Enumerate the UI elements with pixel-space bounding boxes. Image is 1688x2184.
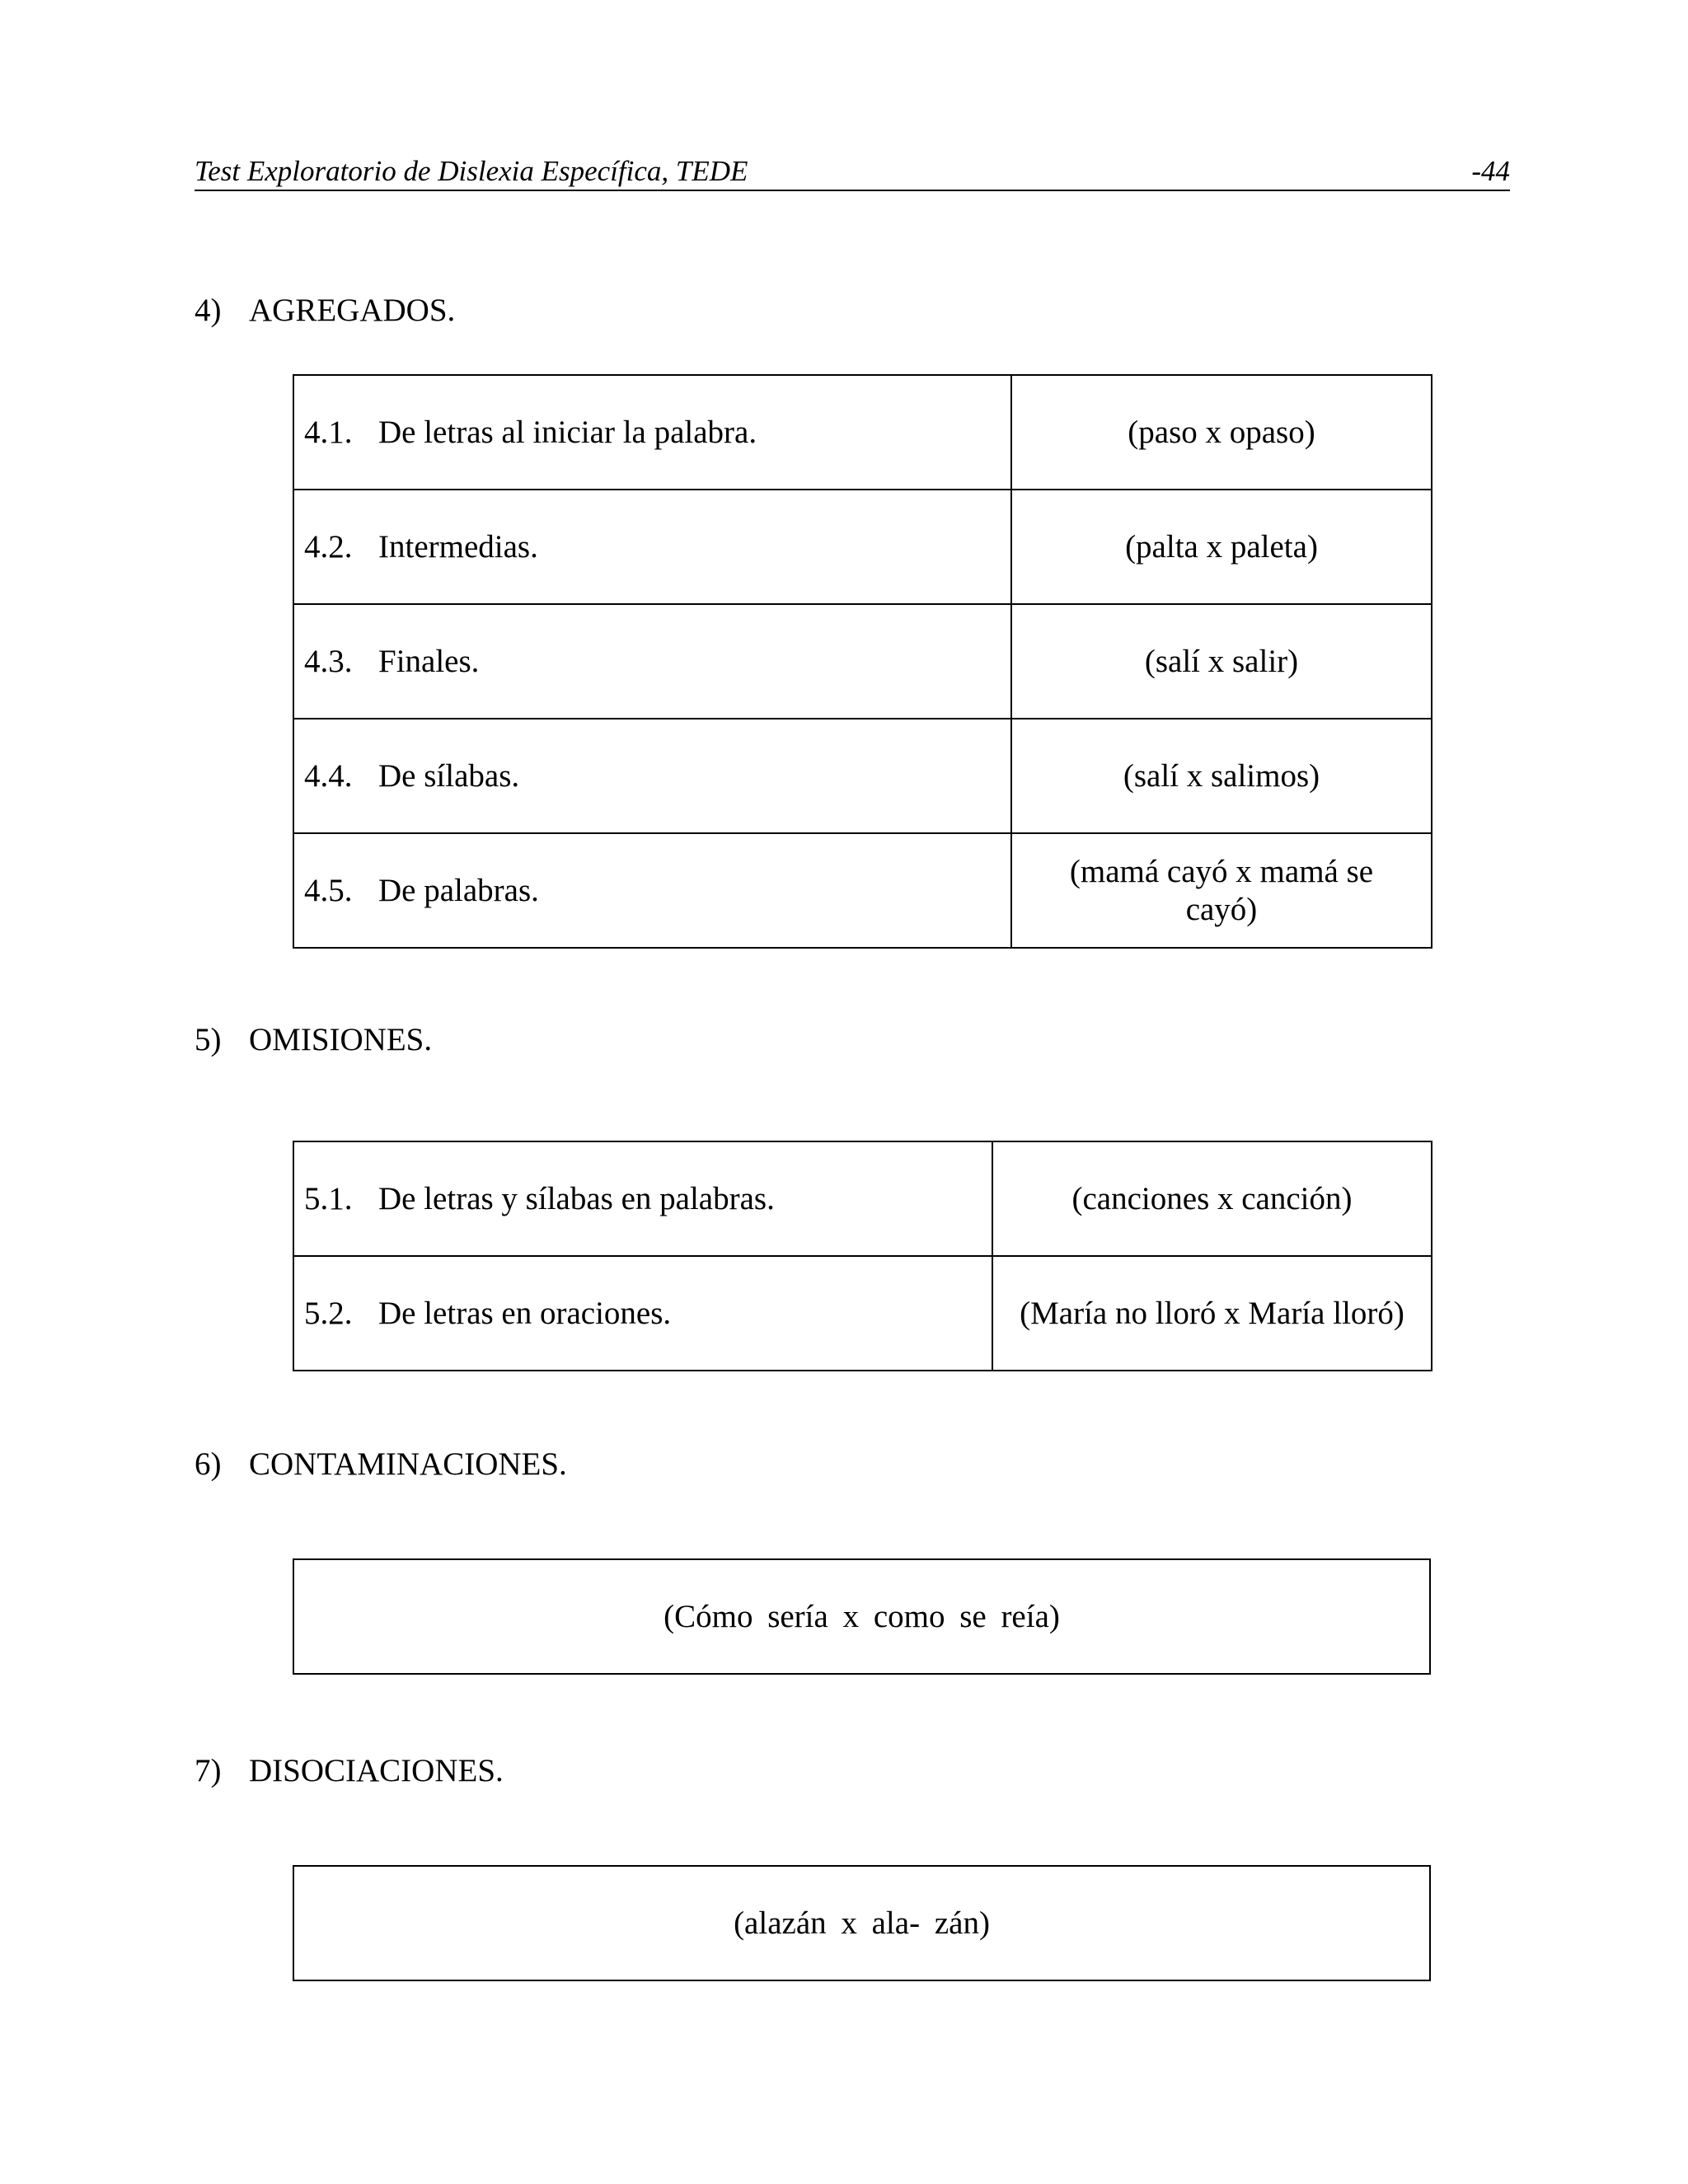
row-text: De letras al iniciar la palabra. <box>378 414 757 450</box>
row-label <box>293 375 1011 490</box>
section-heading-disociaciones <box>195 1753 504 1789</box>
row-code: 4.1. <box>304 414 353 450</box>
omisiones-table <box>293 1141 1432 1371</box>
row-label <box>293 1256 992 1371</box>
row-text: Finales. <box>378 643 480 679</box>
row-example: (palta x paleta) <box>1011 490 1432 604</box>
row-code: 5.1. <box>304 1180 353 1216</box>
row-example: (canciones x canción) <box>992 1141 1432 1256</box>
example-text: (Cómo sería x como se reía) <box>663 1599 1060 1634</box>
section-number: 5) <box>195 1022 222 1057</box>
example-text: (alazán x ala- zán) <box>734 1905 990 1941</box>
section-title: AGREGADOS. <box>249 293 456 328</box>
row-text: De letras y sílabas en palabras. <box>378 1180 775 1216</box>
agregados-table <box>293 374 1432 949</box>
table-row <box>293 375 1432 490</box>
section-heading-agregados <box>195 293 455 329</box>
section-title: DISOCIACIONES. <box>249 1753 504 1788</box>
disociaciones-example-box <box>293 1865 1431 1981</box>
row-text: De letras en oraciones. <box>378 1295 672 1331</box>
table-row <box>293 1141 1432 1256</box>
row-text: Intermedias. <box>378 528 538 565</box>
row-code: 5.2. <box>304 1295 353 1331</box>
row-example: (paso x opaso) <box>1011 375 1432 490</box>
table-row <box>293 490 1432 604</box>
table-row <box>293 833 1432 948</box>
row-example: (salí x salimos) <box>1011 719 1432 833</box>
row-text: De sílabas. <box>378 757 520 794</box>
table-row <box>293 719 1432 833</box>
section-number: 4) <box>195 293 222 328</box>
page-number: -44 <box>1471 155 1510 187</box>
row-example: (salí x salir) <box>1011 604 1432 719</box>
row-label <box>293 719 1011 833</box>
table-row <box>293 1256 1432 1371</box>
row-label <box>293 833 1011 948</box>
row-label <box>293 604 1011 719</box>
contaminaciones-example-box <box>293 1558 1431 1675</box>
document-title: Test Exploratorio de Dislexia Específica, TEDE <box>195 155 748 187</box>
section-heading-contaminaciones <box>195 1446 567 1483</box>
row-text: De palabras. <box>378 872 539 908</box>
row-code: 4.4. <box>304 757 353 794</box>
page-header <box>195 155 1510 191</box>
section-title: OMISIONES. <box>249 1022 433 1057</box>
table-row <box>293 604 1432 719</box>
row-label <box>293 490 1011 604</box>
row-code: 4.3. <box>304 643 353 679</box>
row-example: (María no lloró x María lloró) <box>992 1256 1432 1371</box>
row-example: (mamá cayó x mamá se cayó) <box>1011 833 1432 948</box>
row-code: 4.5. <box>304 872 353 908</box>
row-code: 4.2. <box>304 528 353 565</box>
section-number: 7) <box>195 1753 222 1788</box>
section-title: CONTAMINACIONES. <box>249 1446 567 1482</box>
row-label <box>293 1141 992 1256</box>
section-heading-omisiones <box>195 1022 432 1058</box>
section-number: 6) <box>195 1446 222 1482</box>
